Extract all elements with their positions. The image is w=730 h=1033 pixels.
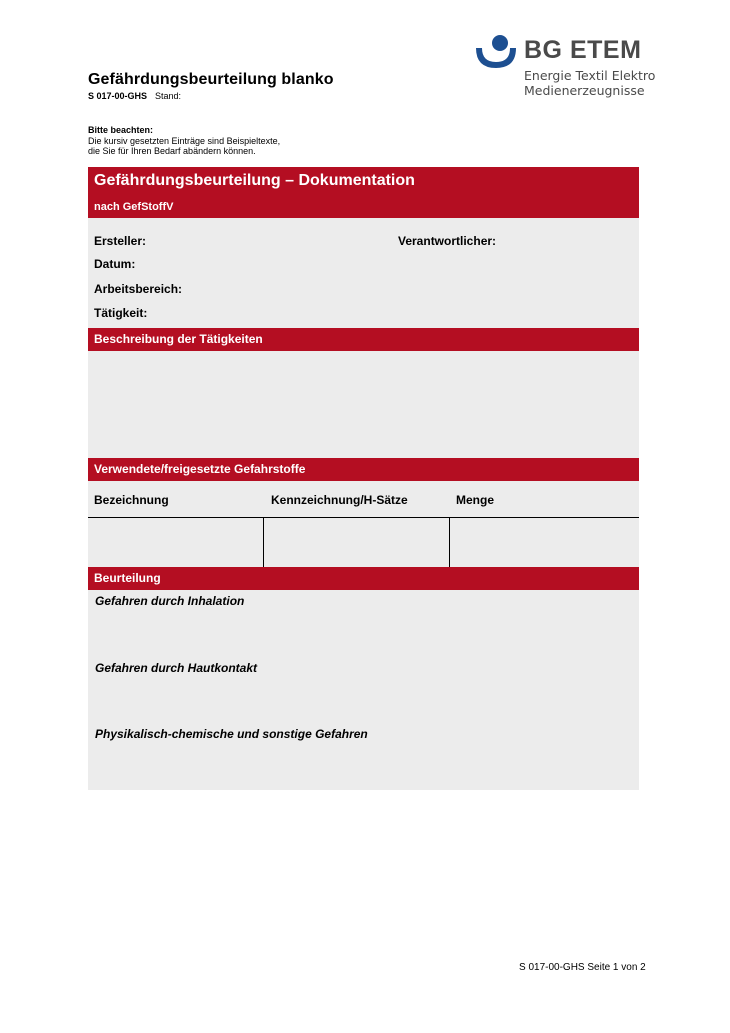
section-activities-title: Beschreibung der Tätigkeiten — [94, 332, 263, 346]
fields-area — [88, 218, 639, 328]
stand-label: Stand: — [155, 91, 182, 101]
assessment-item-hautkontakt: Gefahren durch Hautkontakt — [95, 661, 258, 675]
page-footer: S 017-00-GHS Seite 1 von 2 — [519, 962, 646, 973]
column-menge: Menge — [456, 493, 495, 507]
section-assessment-header — [88, 567, 639, 590]
assessment-area — [88, 590, 639, 790]
section-substances-title: Verwendete/freigesetzte Gefahrstoffe — [94, 462, 306, 476]
form-title: Gefährdungsbeurteilung – Dokumentation — [94, 172, 415, 189]
note-line-1: Die kursiv gesetzten Einträge sind Beispieltexte, — [88, 135, 281, 146]
cell-kennzeichnung[interactable] — [264, 518, 449, 567]
logo-mark-icon — [474, 34, 518, 70]
bg-etem-logo — [474, 34, 656, 102]
logo-tagline-1: Energie Textil Elektro — [524, 68, 656, 83]
cell-bezeichnung[interactable] — [88, 518, 263, 567]
document-subtitle — [88, 91, 181, 101]
form-title-bar — [88, 167, 639, 218]
field-datum: Datum: — [94, 257, 136, 271]
logo-name: BG ETEM — [524, 36, 642, 64]
assessment-item-inhalation: Gefahren durch Inhalation — [95, 594, 245, 608]
field-taetigkeit: Tätigkeit: — [94, 306, 148, 320]
note-block — [88, 125, 280, 157]
logo-tagline-2: Medienerzeugnisse — [524, 83, 645, 98]
document-code: S 017-00-GHS — [88, 91, 148, 101]
section-assessment-title: Beurteilung — [94, 571, 161, 585]
form-subtitle: nach GefStoffV — [94, 201, 174, 213]
section-activities-header — [88, 328, 639, 351]
activities-area[interactable] — [88, 351, 639, 458]
column-bezeichnung: Bezeichnung — [94, 493, 169, 507]
field-verantwortlicher: Verantwortlicher: — [398, 234, 497, 248]
section-substances-header — [88, 458, 639, 481]
column-kennzeichnung: Kennzeichnung/H-Sätze — [271, 493, 408, 507]
cell-menge[interactable] — [450, 518, 639, 567]
document-title: Gefährdungsbeurteilung blanko — [88, 71, 334, 88]
assessment-item-physikalisch: Physikalisch-chemische und sonstige Gefahren — [95, 727, 368, 741]
field-ersteller: Ersteller: — [94, 234, 147, 248]
note-heading: Bitte beachten: — [88, 125, 154, 135]
note-line-2: die Sie für Ihren Bedarf abändern können. — [88, 146, 256, 156]
field-arbeitsbereich: Arbeitsbereich: — [94, 282, 183, 296]
